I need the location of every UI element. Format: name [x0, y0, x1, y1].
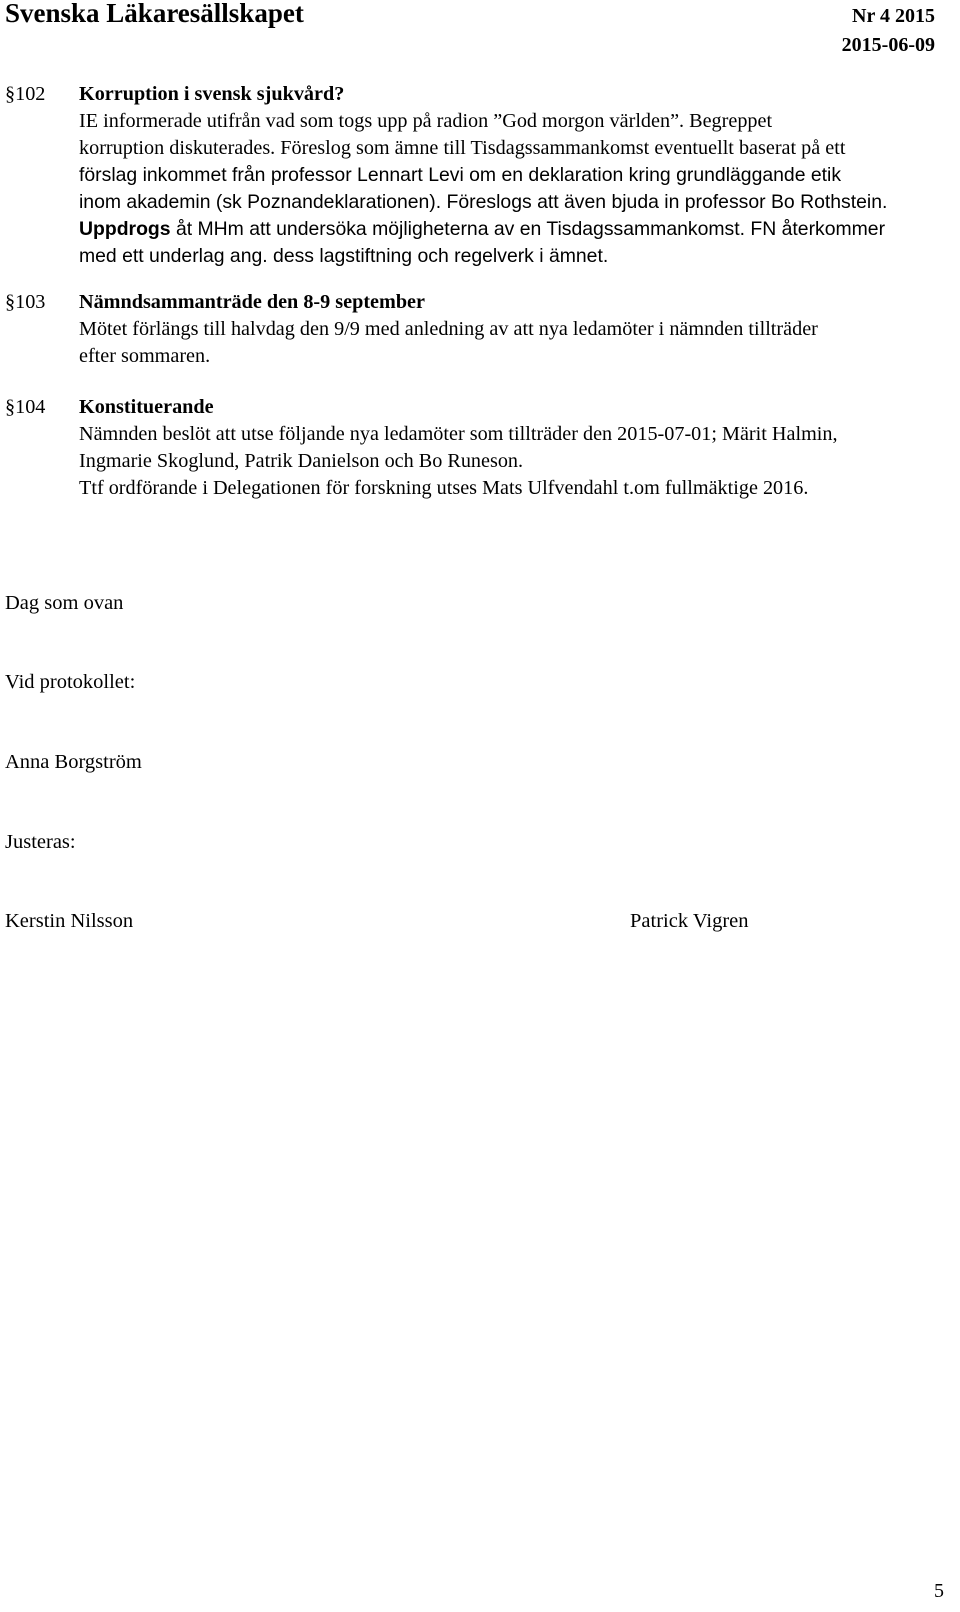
item-title: Korruption i svensk sjukvård?: [79, 83, 345, 105]
item-line: förslag inkommet från professor Lennart Levi om en deklaration kring grundläggande etik: [79, 164, 842, 186]
item-line: Mötet förlängs till halvdag den 9/9 med anledning av att nya ledamöter i nämnden tillträder: [79, 318, 818, 340]
item-line: inom akademin (sk Poznandeklarationen). Föreslogs att även bjuda in professor Bo Rothstein.: [79, 191, 888, 213]
vid-protokollet: Vid protokollet:: [5, 671, 136, 693]
item-line: Ingmarie Skoglund, Patrik Danielson och Bo Runeson.: [79, 450, 524, 472]
item-line: [79, 216, 954, 243]
uppdrag-text: åt MHm att undersöka möjligheterna av en Tisdagssammankomst. FN återkommer: [170, 218, 886, 240]
item-line: IE informerade utifrån vad som togs upp på radion ”God morgon världen”. Begreppet: [79, 110, 773, 132]
item-number: §102: [5, 83, 46, 105]
dag-som-ovan: Dag som ovan: [5, 592, 124, 614]
item-line: korruption diskuterades. Föreslog som ämne till Tisdagssammankomst eventuellt baserat på ett: [79, 137, 846, 159]
item-body: [79, 394, 954, 502]
secretary-name: Anna Borgström: [5, 751, 142, 773]
item-line: Ttf ordförande i Delegationen för forskning utses Mats Ulfvendahl t.om fullmäktige 2016.: [79, 477, 809, 499]
page-number: 5: [934, 1580, 944, 1602]
item-line: Nämnden beslöt att utse följande nya ledamöter som tillträder den 2015-07-01; Märit Halmin,: [79, 423, 838, 445]
item-title: Konstituerande: [79, 396, 214, 418]
signer-2: Patrick Vigren: [630, 910, 749, 932]
item-body: [79, 289, 954, 370]
item-body: [79, 81, 954, 270]
item-number: §103: [5, 291, 46, 313]
item-number: §104: [5, 396, 46, 418]
signer-1: Kerstin Nilsson: [5, 910, 134, 932]
issue-number: Nr 4 2015: [852, 5, 935, 27]
justeras-label: Justeras:: [5, 831, 76, 853]
org-name: Svenska Läkaresällskapet: [5, 0, 304, 28]
header-meta: [842, 2, 935, 60]
meeting-date: 2015-06-09: [841, 34, 935, 56]
item-line: med ett underlag ang. dess lagstiftning och regelverk i ämnet.: [79, 245, 609, 267]
item-title: Nämndsammanträde den 8-9 september: [79, 291, 425, 313]
uppdrag-label: Uppdrogs: [79, 218, 171, 240]
item-line: efter sommaren.: [79, 345, 211, 367]
